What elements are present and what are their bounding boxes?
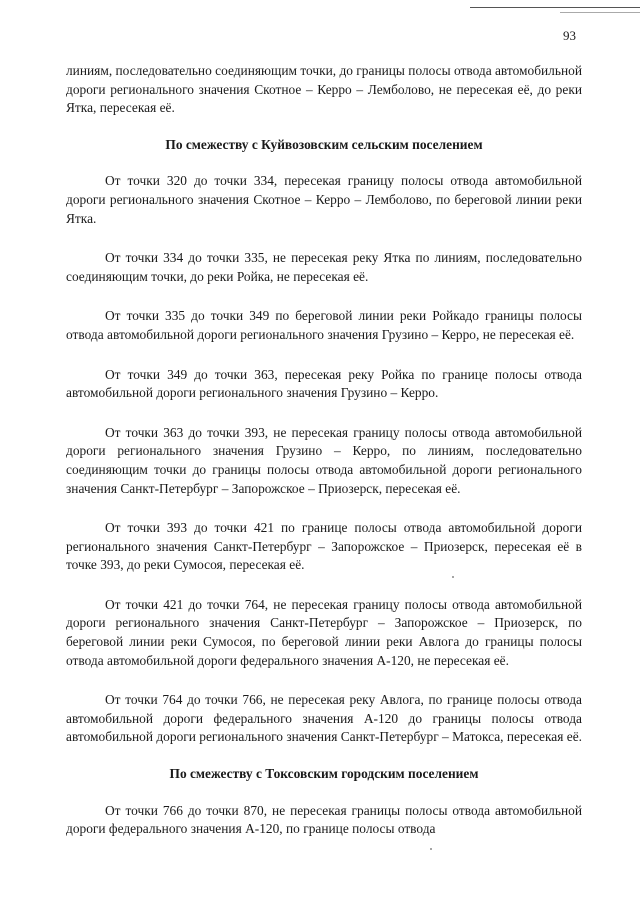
header-rule-secondary (560, 12, 640, 13)
scan-speck (452, 576, 454, 578)
paragraph-335-349: От точки 335 до точки 349 по береговой линии реки Ройкадо границы полосы отвода автомобильной дороги регионального значения Грузино – Керро, не пересекая её. (66, 308, 582, 342)
paragraph-continuation: линиям, последовательно соединяющим точки, до границы полосы отвода автомобильной дороги регионального значения Скотное – Керро – Лемболово, не пересекая её, до реки Ятка, пересекая её. (66, 63, 582, 116)
paragraph-393-421: От точки 393 до точки 421 по границе полосы отвода автомобильной дороги регионального значения Санкт-Петербург – Запорожское – Приозерск, пересекая её в точке 393, до реки Сумосоя, пересекая её. (66, 520, 582, 573)
paragraph-421-764: От точки 421 до точки 764, не пересекая границу полосы отвода автомобильной дороги регионального значения Санкт-Петербург – Запорожское – Приозерск, по береговой линии реки Сумосоя, по береговой линии реки Авлога до границы полосы отвода автомобильной дороги федерального значения А-120, не пересекая её. (66, 596, 582, 668)
header-rule (470, 7, 640, 8)
paragraph-766-870: От точки 766 до точки 870, не пересекая границы полосы отвода автомобильной дороги федерального значения А-120, по границе полосы отвода (66, 802, 582, 837)
paragraph-764-766: От точки 764 до точки 766, не пересекая реку Авлога, по границе полосы отвода автомобильной дороги федерального значения А-120 до границы полосы отвода автомобильной дороги регионального значения Санкт-Петербург – Матокса, пересекая её. (66, 692, 582, 745)
section-heading-toksovskoe: По смежеству с Токсовским городским поселением (169, 766, 479, 782)
document-body (66, 62, 582, 839)
scan-speck (430, 848, 432, 850)
paragraph-320-334: От точки 320 до точки 334, пересекая границу полосы отвода автомобильной дороги регионального значения Скотное – Керро – Лемболово, по береговой линии реки Ятка. (66, 173, 582, 226)
page-number: 93 (563, 28, 576, 43)
paragraph-363-393: От точки 363 до точки 393, не пересекая границу полосы отвода автомобильной дороги регионального значения Грузино – Керро, по линиям, последовательно соединяющим точки до границы полосы отвода автомобильной дороги регионального значения Санкт-Петербург – Запорожское – Приозерск, пересекая её. (66, 424, 582, 496)
paragraph-349-363: От точки 349 до точки 363, пересекая реку Ройка по границе полосы отвода автомобильной дороги регионального значения Грузино – Керро. (66, 366, 582, 401)
section-heading-kuyvozovskoe: По смежеству с Куйвозовским сельским поселением (165, 136, 483, 152)
paragraph-334-335: От точки 334 до точки 335, не пересекая реку Ятка по линиям, последовательно соединяющим точки, до реки Ройка, не пересекая её. (66, 250, 582, 284)
